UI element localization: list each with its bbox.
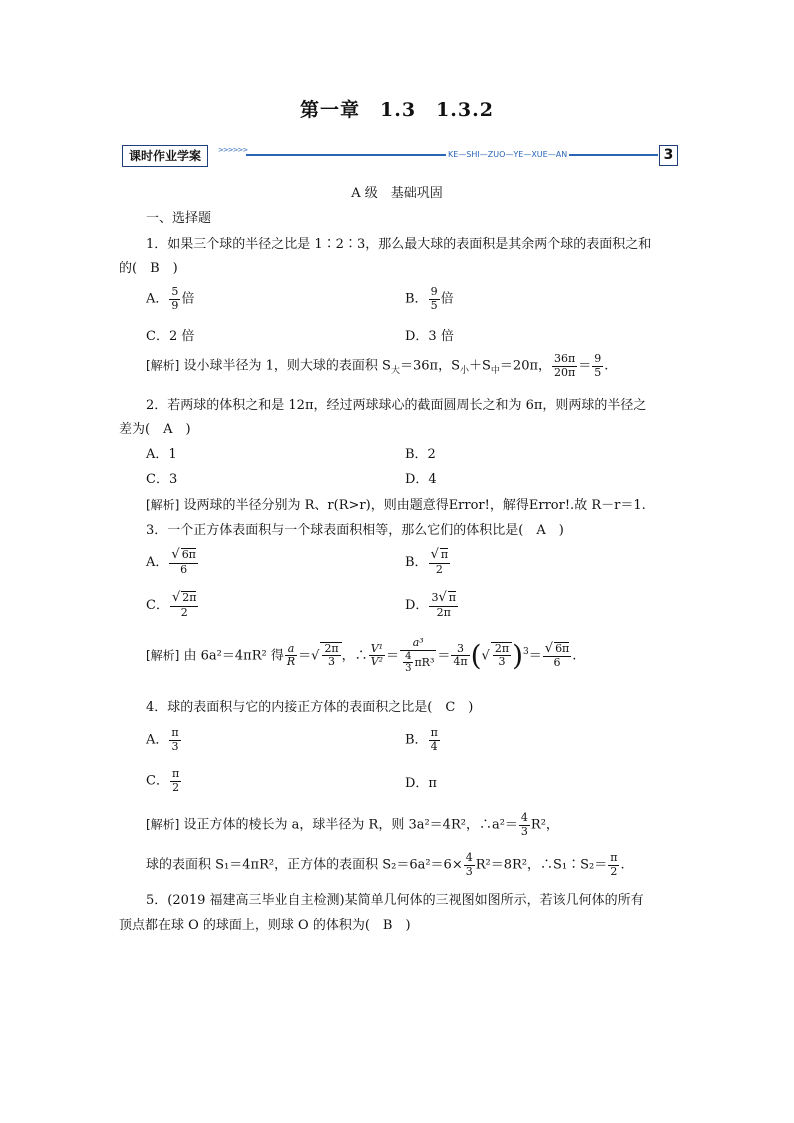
opt-label: D．: [405, 597, 429, 613]
section-heading: 一、选择题: [146, 211, 212, 226]
q1-stem-line2: [119, 262, 178, 275]
frac-num: π: [448, 591, 456, 604]
q3-option-a: [146, 548, 199, 577]
right-paren: ): [512, 638, 524, 672]
frac-den: 2: [180, 605, 188, 619]
q4-stem: [146, 701, 473, 714]
q2-option-a: A．1: [146, 447, 177, 462]
q1-option-d: D．3 倍: [405, 329, 454, 344]
q2-option-c: C．3: [146, 472, 178, 487]
frac-num: π: [171, 726, 179, 739]
q4-option-d: D．π: [405, 776, 437, 791]
frac-num: π: [430, 726, 438, 739]
opt-label: B．: [405, 291, 428, 307]
frac-num: 4: [405, 650, 412, 662]
frac-num: π: [610, 851, 618, 864]
analysis-text: 设小球半径为 1，则大球的表面积 S: [183, 358, 391, 374]
sub-mid: 中: [490, 366, 500, 377]
frac-num: 2π: [494, 641, 510, 655]
frac-num: 5: [171, 285, 179, 298]
frac-den: 2: [435, 562, 443, 576]
frac-num: 36π: [554, 352, 576, 365]
frac-den: 5: [430, 298, 438, 312]
var-v2: V²: [370, 655, 384, 669]
analysis-text: R²＝8R²，∴S₁∶S₂＝: [475, 857, 608, 873]
period: .: [620, 857, 625, 873]
frac-den: 4: [430, 739, 438, 753]
q2-option-b: B．2: [405, 447, 436, 462]
period: .: [604, 358, 609, 374]
opt-label: C．: [146, 597, 169, 613]
frac-den: 5: [594, 365, 602, 379]
analysis-text: R²，: [530, 817, 559, 833]
left-paren: (: [470, 638, 482, 672]
banner-arrows-icon: >>>>>>: [218, 146, 248, 154]
analysis-text: ＋S: [469, 358, 491, 374]
q1-stem-line1: 1．如果三个球的半径之比是 1∶2∶3，那么最大球的表面积是其余两个球的表面积之和: [146, 237, 652, 252]
q3-stem: [146, 524, 564, 537]
q3-option-b: [405, 548, 451, 577]
frac-den: 3: [405, 663, 412, 675]
sqrt-icon: √: [311, 648, 320, 664]
frac-den: 6: [180, 562, 188, 576]
banner-pinyin: KE—SHI—ZUO—YE—XUE—AN: [448, 150, 568, 159]
frac-num: 3: [451, 643, 469, 657]
frac-den: 3: [328, 655, 336, 669]
q4-answer: C: [445, 700, 456, 715]
sqrt-icon: √: [430, 547, 439, 562]
equals: ＝: [578, 358, 592, 374]
q4-analysis-line2: [146, 852, 625, 878]
frac-num: π: [171, 767, 180, 780]
q3-answer: A: [536, 523, 546, 538]
frac-den: 3: [498, 655, 506, 669]
q4-option-a: [146, 727, 182, 753]
opt-label: A．: [146, 732, 169, 748]
sqrt-icon: √: [171, 590, 181, 605]
opt-label: A．: [146, 291, 169, 307]
sqrt-icon: √: [544, 640, 554, 656]
period: .: [572, 648, 577, 664]
q2-stem-line1: 2．若两球的体积之和是 12π，经过两球球心的截面圆周长之和为 6π，则两球的半径之: [146, 398, 647, 413]
frac-num: 4: [520, 811, 528, 824]
frac-den: 3: [520, 824, 528, 838]
q2-option-d: D．4: [405, 472, 437, 487]
sqrt-icon: √: [171, 547, 180, 562]
q3-option-c: [146, 591, 199, 620]
q5-stem-pre: 顶点都在球 O 的球面上，则球 O 的体积为(: [119, 918, 383, 933]
frac-num: 2π: [324, 641, 339, 655]
sqrt-icon: √: [438, 590, 447, 605]
q1-stem-post: ): [159, 261, 178, 276]
q1-answer: B: [150, 261, 160, 276]
equals: ＝: [528, 648, 542, 664]
q1-option-b: [405, 286, 454, 312]
q1-stem-pre: 的(: [119, 261, 151, 276]
pi-r3: πR³: [414, 655, 435, 669]
exponent: 3: [523, 647, 529, 657]
frac-den: 3: [171, 739, 179, 753]
q2-answer: A: [163, 422, 173, 437]
q4-option-c: [146, 768, 182, 794]
q3-stem-pre: 3．一个正方体表面积与一个球表面积相等，那么它们的体积比是(: [146, 523, 537, 538]
frac-num: 6π: [555, 641, 570, 655]
frac-den: 2π: [436, 605, 451, 619]
analysis-text: 由 6a²＝4πR² 得: [183, 648, 284, 664]
frac-den: 6: [553, 656, 561, 670]
var-v1: V¹: [370, 641, 384, 655]
analysis-text: 设两球的半径分别为 R、r(R>r)，则由题意得Error!，解得Error!.故 R－r＝1.: [183, 498, 646, 513]
frac-den: 4π: [453, 655, 468, 669]
frac-num: 6π: [181, 548, 196, 561]
q3-stem-post: ): [545, 523, 564, 538]
q3-option-d: [405, 591, 459, 620]
q5-answer: B: [382, 918, 393, 933]
level-heading: A 级 基础巩固: [351, 186, 443, 201]
frac-den: 9: [171, 298, 179, 312]
q2-stem-pre: 差为(: [119, 422, 164, 437]
q4-stem-pre: 4．球的表面积与它的内接正方体的表面积之比是(: [146, 700, 446, 715]
frac-coef: 3: [431, 591, 439, 604]
analysis-tag: [解析]: [146, 358, 180, 373]
frac-den: 20π: [554, 365, 576, 379]
analysis-tag: [解析]: [146, 648, 180, 663]
frac-den: 2: [172, 780, 180, 794]
q1-option-c: C．2 倍: [146, 329, 195, 344]
analysis-text: ＝20π，: [499, 358, 552, 374]
opt-label: B．: [405, 732, 428, 748]
banner-label: 课时作业学案: [122, 145, 208, 167]
equals: ＝: [298, 648, 312, 664]
analysis-text: ＝36π，S: [399, 358, 460, 374]
var-a: a: [287, 641, 295, 655]
q2-stem-line2: [119, 423, 191, 436]
q5-stem-post: ): [392, 918, 411, 933]
analysis-text: 球的表面积 S₁＝4πR²，正方体的表面积 S₂＝6a²＝6×: [146, 857, 463, 873]
page-title: 第一章 1.3 1.3.2: [300, 99, 494, 121]
q2-stem-post: ): [172, 422, 191, 437]
frac-den: 3: [465, 864, 473, 878]
q1-analysis: [146, 353, 608, 379]
frac-num: 9: [594, 352, 602, 365]
q4-option-b: [405, 727, 441, 753]
analysis-tag: [解析]: [146, 817, 180, 832]
section-banner: [122, 145, 678, 167]
var-r: R: [286, 655, 296, 669]
frac-num: 4: [465, 851, 473, 864]
banner-number: 3: [659, 145, 678, 166]
frac-num: 9: [430, 285, 438, 298]
equals: ＝: [386, 648, 400, 664]
q4-analysis-line1: [146, 812, 559, 838]
analysis-text: 设正方体的棱长为 a，球半径为 R，则 3a²＝4R²，∴a²＝: [183, 817, 518, 833]
opt-label: C．: [146, 773, 169, 789]
frac-num: 2π: [182, 591, 197, 604]
q5-stem-line1: 5．(2019 福建高三毕业自主检测)某简单几何体的三视图如图所示，若该几何体的所有: [146, 893, 644, 908]
therefore: ，∴: [341, 648, 368, 664]
opt-label: B．: [405, 554, 428, 570]
equals: ＝: [437, 648, 451, 664]
sub-big: 大: [390, 366, 400, 377]
sub-small: 小: [459, 366, 469, 377]
q3-analysis: [146, 637, 576, 675]
opt-label: A．: [146, 554, 169, 570]
sqrt-icon: √: [481, 648, 490, 664]
analysis-tag: [解析]: [146, 498, 180, 512]
opt-suffix: 倍: [181, 291, 195, 307]
opt-suffix: 倍: [440, 291, 454, 307]
q5-stem-line2: [119, 919, 411, 932]
q1-option-a: [146, 286, 194, 312]
frac-num: π: [440, 548, 449, 561]
q2-analysis: [146, 499, 646, 512]
frac-den: 2: [610, 864, 618, 878]
var-a3: a³: [412, 636, 424, 649]
q4-stem-post: ): [455, 700, 474, 715]
